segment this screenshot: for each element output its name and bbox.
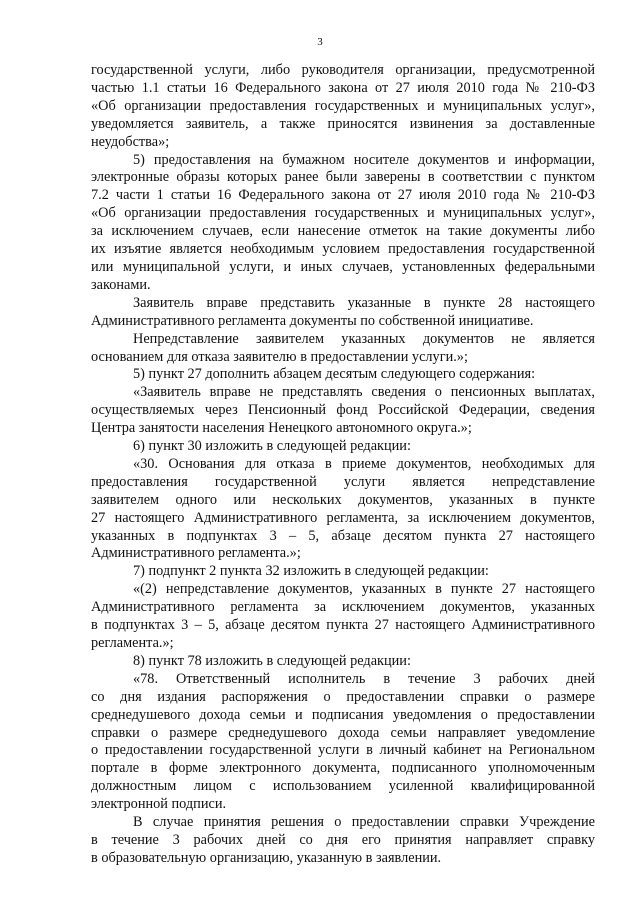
text-line: 27 настоящего Административного регламента, за исключением документов, xyxy=(91,509,595,526)
text-line: указанных в подпунктах 3 – 5, абзаце десятом пункта 27 настоящего xyxy=(91,527,595,544)
text-line: Непредставление заявителем указанных документов не является xyxy=(133,330,595,347)
text-line: Административного регламента за исключением документов, указанных xyxy=(91,599,595,616)
text-line: «Заявитель вправе не представлять сведения о пенсионных выплатах, xyxy=(133,384,595,401)
text-line: заявителем одного или нескольких документов, указанных в пункте xyxy=(91,491,595,508)
text-line: 7) подпункт 2 пункта 32 изложить в следующей редакции: xyxy=(133,563,489,580)
text-line: в подпунктах 3 – 5, абзаце десятом пункта 27 настоящего Административного xyxy=(91,617,595,634)
text-line: регламента.»; xyxy=(91,635,174,651)
text-line: справки о размере среднедушевого дохода семьи направляет уведомление xyxy=(91,724,595,741)
text-line: 5) предоставления на бумажном носителе документов и информации, xyxy=(133,151,595,168)
text-line: законами. xyxy=(91,276,151,293)
text-line: Административного регламента.»; xyxy=(91,545,301,562)
document-body xyxy=(91,62,595,868)
text-line: за исключением случаев, если нанесение отметок на такие документы либо xyxy=(91,223,595,240)
text-line: Заявитель вправе представить указанные в пункте 28 настоящего xyxy=(133,294,595,311)
text-line: или муниципальной услуги, и иных случаев, установленных федеральными xyxy=(91,258,595,275)
text-line: уведомляется заявитель, а также приносятся извинения за доставленные xyxy=(91,115,595,132)
text-line: 5) пункт 27 дополнить абзацем десятым следующего содержания: xyxy=(133,366,536,383)
text-line: «Об организации предоставления государственных и муниципальных услуг», xyxy=(91,97,595,114)
text-line: 7.2 части 1 статьи 16 Федерального закона от 27 июля 2010 года № 210-ФЗ xyxy=(91,187,595,204)
text-line: «(2) непредставление документов, указанных в пункте 27 настоящего xyxy=(133,581,595,598)
text-line: электронные образы которых ранее были заверены в соответствии с пунктом xyxy=(91,169,595,186)
text-line: предоставления государственной услуги является непредставление xyxy=(91,473,595,490)
text-line: «78. Ответственный исполнитель в течение 3 рабочих дней xyxy=(133,670,595,687)
text-line: В случае принятия решения о предоставлении справки Учреждение xyxy=(133,814,595,831)
text-line: Административного регламента документы по собственной инициативе. xyxy=(91,312,534,329)
text-line: Центра занятости населения Ненецкого автономного округа.»; xyxy=(91,420,472,437)
text-line: государственной услуги, либо руководителя организации, предусмотренной xyxy=(91,62,595,78)
text-line: осуществляемых через Пенсионный фонд Российской Федерации, сведения xyxy=(91,402,595,419)
text-line: должностным лицом с использованием усиленной квалифицированной xyxy=(91,778,595,795)
text-line: их изъятие является необходимым условием предоставления государственной xyxy=(91,241,595,258)
text-line: портале в форме электронного документа, подписанного уполномоченным xyxy=(91,760,595,777)
text-line: основанием для отказа заявителю в предоставлении услуги.»; xyxy=(91,348,468,365)
text-line: «Об организации предоставления государственных и муниципальных услуг», xyxy=(91,205,595,222)
text-line: о предоставлении государственной услуги в личный кабинет на Региональном xyxy=(91,742,595,759)
text-line: «30. Основания для отказа в приеме документов, необходимых для xyxy=(133,455,595,472)
page-number: 3 xyxy=(317,36,323,48)
text-line: электронной подписи. xyxy=(91,796,227,813)
text-line: в течение 3 рабочих дней со дня его принятия направляет справку xyxy=(91,831,595,848)
text-line: в образовательную организацию, указанную в заявлении. xyxy=(91,849,442,866)
text-line: неудобства»; xyxy=(91,133,170,150)
text-line: 8) пункт 78 изложить в следующей редакции: xyxy=(133,652,411,669)
text-line: со дня издания распоряжения о предоставлении справки о размере xyxy=(91,688,595,705)
text-line: частью 1.1 статьи 16 Федерального закона от 27 июля 2010 года № 210-ФЗ xyxy=(91,79,595,96)
text-line: среднедушевого дохода семьи и подписания уведомления о предоставлении xyxy=(91,706,595,723)
text-line: 6) пункт 30 изложить в следующей редакции: xyxy=(133,438,411,455)
